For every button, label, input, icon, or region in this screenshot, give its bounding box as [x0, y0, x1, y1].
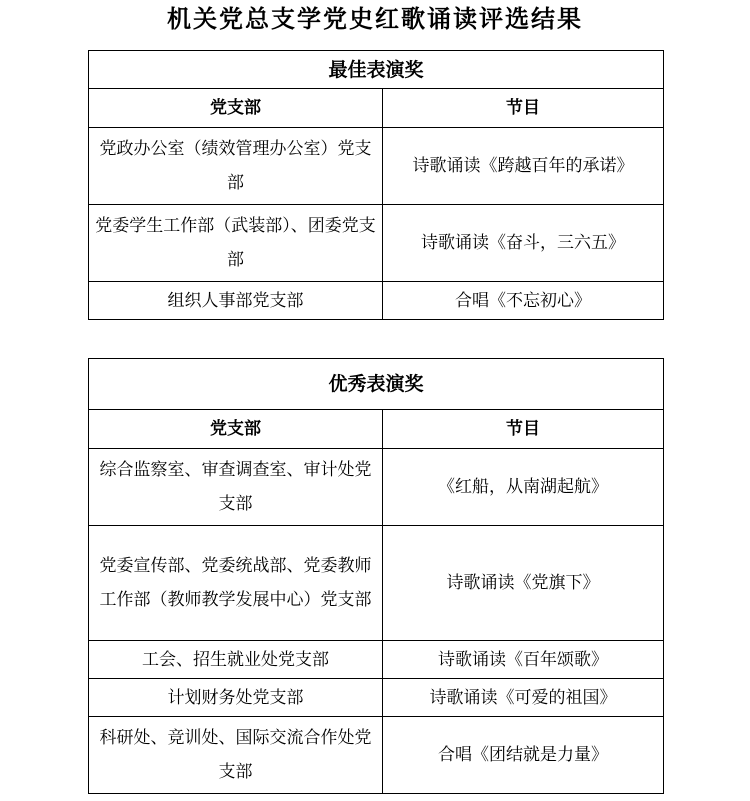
page-title: 机关党总支学党史红歌诵读评选结果 — [167, 4, 583, 33]
table-caption-row — [89, 51, 664, 89]
program-cell: 诗歌诵读《奋斗，三六五》 — [383, 205, 664, 282]
column-header-branch: 党支部 — [89, 89, 383, 128]
program-cell: 诗歌诵读《党旗下》 — [383, 526, 664, 641]
table-header-row — [89, 410, 664, 449]
table-row — [89, 679, 664, 717]
table-row — [89, 205, 664, 282]
branch-cell: 组织人事部党支部 — [89, 282, 383, 320]
program-cell: 诗歌诵读《百年颂歌》 — [383, 641, 664, 679]
table-row — [89, 128, 664, 205]
branch-cell: 综合监察室、审查调查室、审计处党支部 — [89, 449, 383, 526]
program-cell: 诗歌诵读《跨越百年的承诺》 — [383, 128, 664, 205]
table-row — [89, 282, 664, 320]
branch-cell: 工会、招生就业处党支部 — [89, 641, 383, 679]
column-header-program: 节目 — [383, 410, 664, 449]
table-caption: 最佳表演奖 — [89, 51, 664, 89]
branch-cell: 科研处、竞训处、国际交流合作处党支部 — [89, 717, 383, 794]
excellent-performance-table — [88, 358, 664, 794]
branch-cell: 党委宣传部、党委统战部、党委教师工作部（教师教学发展中心）党支部 — [89, 526, 383, 641]
table-header-row — [89, 89, 664, 128]
branch-cell: 党委学生工作部（武装部）、团委党支部 — [89, 205, 383, 282]
table-caption-row — [89, 359, 664, 410]
program-cell: 合唱《不忘初心》 — [383, 282, 664, 320]
table-caption: 优秀表演奖 — [89, 359, 664, 410]
table-row — [89, 526, 664, 641]
table-row — [89, 641, 664, 679]
column-header-branch: 党支部 — [89, 410, 383, 449]
table-row — [89, 449, 664, 526]
best-performance-table — [88, 50, 664, 320]
column-header-program: 节目 — [383, 89, 664, 128]
branch-cell: 计划财务处党支部 — [89, 679, 383, 717]
table-row — [89, 717, 664, 794]
program-cell: 合唱《团结就是力量》 — [383, 717, 664, 794]
program-cell: 《红船，从南湖起航》 — [383, 449, 664, 526]
program-cell: 诗歌诵读《可爱的祖国》 — [383, 679, 664, 717]
branch-cell: 党政办公室（绩效管理办公室）党支部 — [89, 128, 383, 205]
